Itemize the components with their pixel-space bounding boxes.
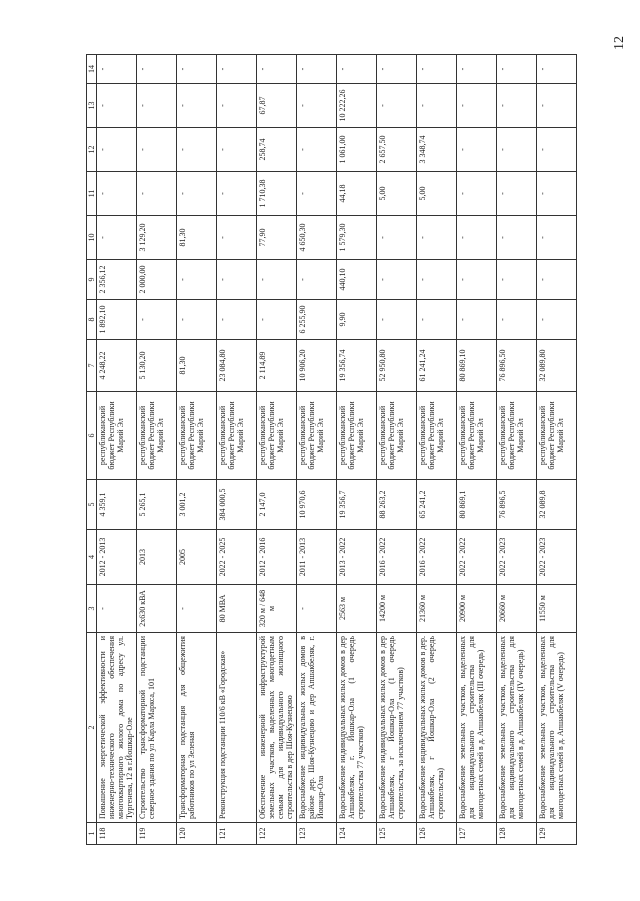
table-cell: -	[297, 172, 337, 216]
table-cell: 125	[377, 823, 417, 845]
table-cell: 80 869,1	[457, 480, 497, 530]
table-cell: 1 061,00	[337, 128, 377, 172]
table-cell: -	[537, 84, 577, 128]
table-cell: 76 896,5	[497, 480, 537, 530]
table-cell: -	[457, 260, 497, 300]
row-description-cell: Обеспечение инженерной инфраструктурой земельных участков, выделенных многодетным семьям для индивидуального жилищного строительства в дер Шоя-Кузнецово	[257, 633, 297, 823]
column-header: 11	[87, 172, 97, 216]
column-header: 1	[87, 823, 97, 845]
table-cell: -	[97, 216, 137, 260]
table-cell: 2 000,00	[137, 260, 177, 300]
table-cell: -	[497, 300, 537, 340]
table-cell: 14200 м	[377, 585, 417, 633]
table-cell: -	[537, 300, 577, 340]
table-cell: 9,90	[337, 300, 377, 340]
column-header: 3	[87, 585, 97, 633]
table-cell: -	[457, 128, 497, 172]
table-cell: -	[377, 260, 417, 300]
table-cell: -	[417, 216, 457, 260]
table-row	[497, 55, 537, 845]
table-row	[417, 55, 457, 845]
table-cell: 129	[537, 823, 577, 845]
table-cell: -	[177, 260, 217, 300]
table-cell: 123	[297, 823, 337, 845]
table-cell: 3 129,20	[137, 216, 177, 260]
table-cell: -	[217, 300, 257, 340]
table-row	[177, 55, 217, 845]
table-cell: 122	[257, 823, 297, 845]
column-header: 5	[87, 480, 97, 530]
table-cell: -	[537, 172, 577, 216]
table-row	[457, 55, 497, 845]
table-cell: -	[97, 585, 137, 633]
program-table	[86, 54, 577, 845]
table-cell: 2 147,0	[257, 480, 297, 530]
column-header: 9	[87, 260, 97, 300]
row-description-cell: Водоснабжение земельных участков, выделенных для индивидуального строительства для многодетных семей в д. Апшакбеляк (III очередь)	[457, 633, 497, 823]
table-cell: 2 356,12	[97, 260, 137, 300]
table-cell: 5,00	[417, 172, 457, 216]
table-cell: -	[417, 260, 457, 300]
table-cell: 81,30	[177, 340, 217, 392]
row-description-cell: Повышение энергетической эффективности и инженерно-технического обеспечения многоквартирного жилого дома по адресу ул. Тургенева, 12 в г.Йошкар-Оле	[97, 633, 137, 823]
column-header: 14	[87, 55, 97, 84]
table-cell: -	[377, 216, 417, 260]
table-cell: республиканский бюджет Республики Марий Эл	[457, 392, 497, 480]
row-description-cell: Водоснабжение индивидуальных жилых домов в дер. Апшакбеляк, г Йошкар-Ола (2 очередь строительства)	[417, 633, 457, 823]
row-description-cell: Реконструкция подстанции 110/6 кВ «Городская»	[217, 633, 257, 823]
table-cell: -	[97, 84, 137, 128]
table-cell: 4 359,1	[97, 480, 137, 530]
table-cell: республиканский бюджет Республики Марий Эл	[497, 392, 537, 480]
table-cell: 10 222,26	[337, 84, 377, 128]
table-cell: -	[497, 216, 537, 260]
table-cell: 19 356,74	[337, 340, 377, 392]
table-cell: -	[217, 84, 257, 128]
table-cell: -	[137, 172, 177, 216]
table-cell: -	[177, 585, 217, 633]
table-cell: 23 084,80	[217, 340, 257, 392]
row-description-cell: Водоснабжение земельных участков, выделенных для индивидуального строительства для многодетных семей в д. Апшакбеляк (V очередь)	[537, 633, 577, 823]
table-cell: 119	[137, 823, 177, 845]
table-cell: 21360 м	[417, 585, 457, 633]
table-cell: 3 001,2	[177, 480, 217, 530]
table-cell: -	[497, 172, 537, 216]
column-header: 6	[87, 392, 97, 480]
table-cell: 4 248,22	[97, 340, 137, 392]
table-cell: 2011 - 2013	[297, 530, 337, 585]
column-header: 2	[87, 633, 97, 823]
table-cell: 20900 м	[457, 585, 497, 633]
table-cell: 77,90	[257, 216, 297, 260]
table-cell: 121	[217, 823, 257, 845]
table-cell: 20660 м	[497, 585, 537, 633]
table-cell: -	[177, 55, 217, 84]
table-cell: -	[217, 260, 257, 300]
table-cell: -	[497, 84, 537, 128]
column-header: 10	[87, 216, 97, 260]
table-cell: -	[177, 128, 217, 172]
table-cell: 10 970,6	[297, 480, 337, 530]
table-cell: -	[417, 55, 457, 84]
table-cell: республиканский бюджет Республики Марий Эл	[297, 392, 337, 480]
page-number: 12	[612, 36, 627, 50]
table-cell: 5,00	[377, 172, 417, 216]
table-cell: 3 348,74	[417, 128, 457, 172]
table-cell: 2022 - 2023	[537, 530, 577, 585]
table-cell: -	[257, 300, 297, 340]
table-cell: республиканский бюджет Республики Марий Эл	[137, 392, 177, 480]
table-cell: 81,30	[177, 216, 217, 260]
table-cell: республиканский бюджет Республики Марий Эл	[537, 392, 577, 480]
table-cell: -	[297, 84, 337, 128]
table-cell: 19 356,7	[337, 480, 377, 530]
table-cell: 2013	[137, 530, 177, 585]
table-cell: республиканский бюджет Республики Марий Эл	[217, 392, 257, 480]
table-cell: 2012 - 2016	[257, 530, 297, 585]
table-cell: -	[457, 172, 497, 216]
column-header: 13	[87, 84, 97, 128]
table-cell: -	[217, 216, 257, 260]
table-cell: -	[457, 216, 497, 260]
table-cell: -	[177, 300, 217, 340]
table-header-row	[87, 55, 97, 845]
table-cell: 2016 - 2022	[417, 530, 457, 585]
table-cell: -	[537, 260, 577, 300]
table-cell: 2005	[177, 530, 217, 585]
table-cell: -	[97, 128, 137, 172]
table-cell: -	[257, 260, 297, 300]
table-row	[297, 55, 337, 845]
table-cell: 128	[497, 823, 537, 845]
table-cell: -	[417, 300, 457, 340]
column-header: 8	[87, 300, 97, 340]
table-cell: -	[217, 55, 257, 84]
table-cell: 127	[457, 823, 497, 845]
table-cell: 52 950,80	[377, 340, 417, 392]
table-cell: 124	[337, 823, 377, 845]
table-cell: 65 241,2	[417, 480, 457, 530]
table-cell: 6 255,90	[297, 300, 337, 340]
row-description-cell: Водоснабжение индивидуальных жилых домов в районе дер. Шоя-Кузнецово и дер Апшакбеляк, г. Йошкар-Ола	[297, 633, 337, 823]
table-cell: 10 906,20	[297, 340, 337, 392]
document-table-container	[86, 55, 606, 845]
table-cell: 120	[177, 823, 217, 845]
table-cell: 5 130,20	[137, 340, 177, 392]
table-cell: -	[497, 55, 537, 84]
table-cell: -	[217, 128, 257, 172]
table-cell: -	[257, 55, 297, 84]
table-cell: 61 241,24	[417, 340, 457, 392]
table-cell: -	[217, 172, 257, 216]
table-cell: -	[377, 300, 417, 340]
table-cell: 2013 - 2022	[337, 530, 377, 585]
table-cell: -	[457, 55, 497, 84]
table-cell: 11550 м	[537, 585, 577, 633]
table-cell: республиканский бюджет Республики Марий Эл	[337, 392, 377, 480]
table-cell: -	[377, 55, 417, 84]
table-cell: -	[97, 55, 137, 84]
table-cell: -	[337, 55, 377, 84]
row-description-cell: Водоснабжение индивидуальных жилых домов в дер Апшакбеляк, г Йошкар-Ола (1 очередь строительства, за исключением 77 участков)	[377, 633, 417, 823]
table-cell: -	[537, 55, 577, 84]
table-cell: республиканский бюджет Республики Марий Эл	[177, 392, 217, 480]
table-cell: -	[417, 84, 457, 128]
row-description-cell: Строительство трансформаторной подстанции северное здания по ул Карла Маркса, 101	[137, 633, 177, 823]
table-cell: 2 114,89	[257, 340, 297, 392]
table-cell: 2х630 кВА	[137, 585, 177, 633]
table-cell: -	[297, 55, 337, 84]
table-cell: 88 263,2	[377, 480, 417, 530]
table-cell: -	[297, 260, 337, 300]
table-cell: 1 579,30	[337, 216, 377, 260]
table-cell: 80 МВА	[217, 585, 257, 633]
table-cell: -	[137, 84, 177, 128]
table-cell: 2022 - 2023	[497, 530, 537, 585]
table-cell: -	[177, 172, 217, 216]
table-cell: 76 896,50	[497, 340, 537, 392]
table-row	[217, 55, 257, 845]
table-cell: -	[377, 84, 417, 128]
table-cell: 32 089,8	[537, 480, 577, 530]
table-body	[97, 55, 577, 845]
table-cell: 2012 - 2013	[97, 530, 137, 585]
column-header: 4	[87, 530, 97, 585]
table-cell: 2022 - 2022	[457, 530, 497, 585]
table-cell: -	[137, 128, 177, 172]
table-cell: 118	[97, 823, 137, 845]
row-description-cell: Водоснабжение земельных участков, выделенных для индивидуального строительства для многодетных семей в д. Апшакбеляк (IV очередь)	[497, 633, 537, 823]
table-cell: -	[537, 128, 577, 172]
table-row	[337, 55, 377, 845]
table-row	[97, 55, 137, 845]
table-cell: -	[137, 55, 177, 84]
table-cell: республиканский бюджет Республики Марий Эл	[97, 392, 137, 480]
table-cell: -	[137, 300, 177, 340]
table-cell: 126	[417, 823, 457, 845]
table-cell: -	[457, 300, 497, 340]
table-cell: -	[97, 172, 137, 216]
table-cell: республиканский бюджет Республики Марий Эл	[417, 392, 457, 480]
table-cell: -	[497, 128, 537, 172]
table-cell: 320 м / 648 м	[257, 585, 297, 633]
table-cell: 1 710,38	[257, 172, 297, 216]
table-cell: 32 089,80	[537, 340, 577, 392]
table-cell: 4 650,30	[297, 216, 337, 260]
table-cell: -	[457, 84, 497, 128]
table-cell: 67,87	[257, 84, 297, 128]
table-cell: 384 000,5	[217, 480, 257, 530]
table-cell: -	[537, 216, 577, 260]
table-cell: республиканский бюджет Республики Марий Эл	[257, 392, 297, 480]
table-cell: 2 657,50	[377, 128, 417, 172]
column-header: 12	[87, 128, 97, 172]
table-cell: -	[497, 260, 537, 300]
table-cell: 2563 м	[337, 585, 377, 633]
table-cell: республиканский бюджет Республики Марий Эл	[377, 392, 417, 480]
table-row	[137, 55, 177, 845]
row-description-cell: Водоснабжение индивидуальных жилых домов в дер Апшакбеляк, г. Йошкар-Ола (1 очередь строительства 77 участков)	[337, 633, 377, 823]
column-header: 7	[87, 340, 97, 392]
table-cell: 1 892,10	[97, 300, 137, 340]
table-row	[377, 55, 417, 845]
table-row	[537, 55, 577, 845]
table-cell: 440,10	[337, 260, 377, 300]
table-cell: -	[177, 84, 217, 128]
row-description-cell: Трансформаторная подстанция для общежития работников по ул Зеленая	[177, 633, 217, 823]
table-cell: -	[297, 585, 337, 633]
table-cell: -	[297, 128, 337, 172]
table-row	[257, 55, 297, 845]
table-cell: 258,74	[257, 128, 297, 172]
table-cell: 5 265,1	[137, 480, 177, 530]
table-cell: 44,18	[337, 172, 377, 216]
table-cell: 80 869,10	[457, 340, 497, 392]
table-cell: 2016 - 2022	[377, 530, 417, 585]
table-cell: 2022 - 2025	[217, 530, 257, 585]
